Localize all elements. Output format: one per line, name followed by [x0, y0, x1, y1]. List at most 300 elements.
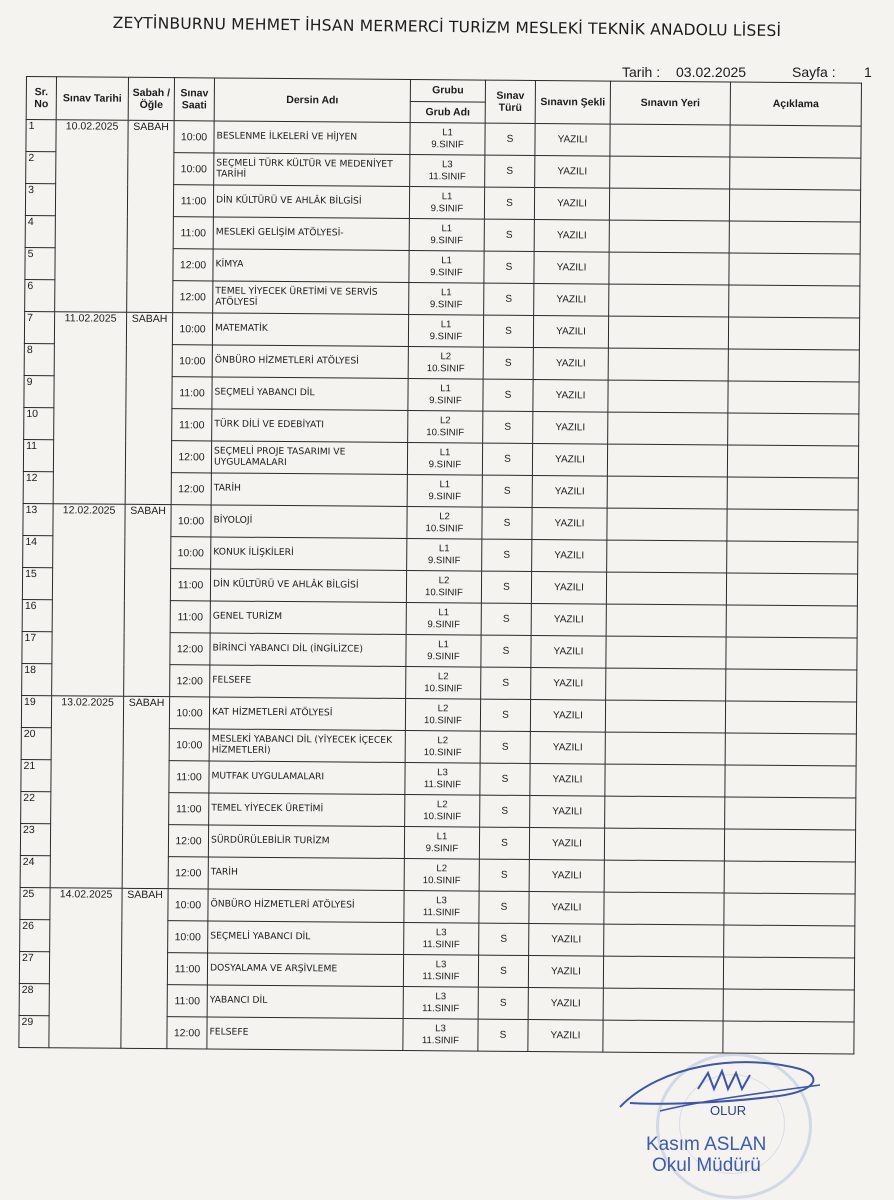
- exam-time: 12:00: [171, 473, 211, 505]
- exam-place: [609, 188, 729, 221]
- col-type: Sınav Türü: [485, 80, 535, 123]
- course-name: MESLEKİ GELİŞİM ATÖLYESİ-: [213, 217, 409, 251]
- exam-time: 11:00: [167, 985, 207, 1017]
- row-number: 2: [26, 152, 56, 184]
- group-cell: [405, 762, 480, 795]
- exam-place: [609, 220, 729, 253]
- exam-place: [607, 476, 727, 509]
- group-cell: [409, 219, 484, 252]
- exam-time: 12:00: [170, 665, 210, 697]
- exam-note: [729, 253, 860, 286]
- exam-form: YAZILI: [529, 923, 604, 956]
- exam-type: S: [479, 859, 529, 891]
- exam-type: S: [480, 763, 530, 795]
- group-code: L1: [438, 607, 450, 619]
- exam-form: YAZILI: [531, 635, 606, 668]
- exam-form: YAZILI: [530, 763, 605, 796]
- row-number: 17: [22, 631, 52, 663]
- exam-place: [606, 604, 726, 637]
- course-name: DİN KÜLTÜRÜ VE AHLÂK BİLGİSİ: [213, 185, 409, 219]
- exam-note: [729, 285, 860, 318]
- group-code: L1: [440, 287, 452, 299]
- exam-type: S: [479, 891, 529, 923]
- course-name: KİMYA: [213, 249, 409, 283]
- group-code: L3: [436, 895, 447, 907]
- table-header: [26, 77, 861, 127]
- class-name: 9.SINIF: [429, 298, 463, 310]
- group-cell: [408, 411, 483, 444]
- exam-note: [724, 893, 855, 926]
- course-name: TEMEL YİYECEK ÜRETİMİ: [209, 793, 405, 827]
- session: SABAH: [122, 696, 170, 888]
- group-cell: [405, 730, 480, 763]
- row-number: 5: [25, 247, 55, 279]
- group-code: L3: [435, 959, 447, 971]
- exam-type: S: [478, 987, 528, 1019]
- class-name: 11.SINIF: [423, 778, 462, 790]
- exam-form: YAZILI: [533, 411, 608, 444]
- group-cell: [406, 603, 481, 636]
- course-name: DOSYALAMA VE ARŞİVLEME: [207, 953, 403, 987]
- exam-note: [728, 317, 859, 350]
- exam-type: S: [479, 923, 529, 955]
- row-number: 23: [20, 823, 50, 855]
- exam-time: 11:00: [167, 953, 207, 985]
- exam-note: [723, 989, 854, 1022]
- course-name: BESLENME İLKELERİ VE HİJYEN: [214, 121, 410, 155]
- class-name: 10.SINIF: [424, 682, 463, 694]
- exam-note: [727, 509, 858, 542]
- exam-type: S: [480, 795, 530, 827]
- exam-place: [608, 380, 728, 413]
- exam-form: YAZILI: [528, 955, 603, 988]
- class-name: 9.SINIF: [429, 394, 462, 406]
- exam-form: YAZILI: [534, 187, 609, 220]
- exam-place: [610, 124, 730, 157]
- session: SABAH: [125, 312, 173, 504]
- row-number: 21: [21, 759, 51, 791]
- class-name: 9.SINIF: [431, 138, 464, 150]
- row-number: 18: [22, 663, 52, 695]
- class-name: 10.SINIF: [422, 874, 461, 886]
- exam-form: YAZILI: [529, 859, 604, 892]
- group-code: L1: [442, 127, 453, 139]
- exam-type: S: [478, 1019, 528, 1051]
- group-cell: [409, 251, 484, 284]
- group-cell: [404, 890, 479, 923]
- group-cell: [410, 123, 485, 156]
- group-code: L3: [435, 991, 447, 1003]
- group-code: L3: [435, 1023, 446, 1035]
- exam-time: 12:00: [173, 249, 213, 281]
- class-name: 9.SINIF: [428, 458, 462, 470]
- exam-time: 11:00: [172, 409, 212, 441]
- group-code: L1: [436, 831, 448, 843]
- row-number: 27: [19, 951, 49, 983]
- group-cell: [410, 155, 485, 188]
- exam-place: [606, 636, 726, 669]
- approval-label: OLUR: [710, 1103, 747, 1118]
- row-number: 1: [26, 120, 56, 152]
- exam-note: [724, 925, 855, 958]
- exam-type: S: [484, 187, 534, 219]
- exam-time: 10:00: [174, 153, 214, 185]
- exam-date: 12.02.2025: [52, 504, 126, 697]
- exam-form: YAZILI: [533, 315, 608, 348]
- group-cell: [405, 794, 480, 827]
- row-number: 24: [20, 855, 50, 887]
- exam-note: [727, 445, 858, 478]
- exam-place: [606, 668, 726, 701]
- course-name: TÜRK DİLİ VE EDEBİYATI: [212, 409, 408, 443]
- exam-type: S: [485, 155, 535, 187]
- exam-time: 11:00: [170, 569, 210, 601]
- course-name: SEÇMELİ YABANCI DİL: [208, 921, 404, 955]
- col-form: Sınavın Şekli: [535, 81, 610, 125]
- course-name: BİRİNCİ YABANCI DİL (İNGİLİZCE): [210, 633, 406, 667]
- exam-form: YAZILI: [534, 283, 609, 316]
- class-name: 9.SINIF: [430, 266, 463, 278]
- exam-type: S: [483, 411, 533, 443]
- row-number: 6: [25, 279, 55, 311]
- session: SABAH: [124, 504, 172, 696]
- course-name: SÜRDÜRÜLEBİLİR TURİZM: [208, 825, 404, 859]
- course-name: SEÇMELİ YABANCI DİL: [212, 377, 408, 411]
- exam-form: YAZILI: [533, 347, 608, 380]
- exam-form: YAZILI: [528, 1019, 603, 1052]
- exam-place: [604, 828, 724, 861]
- exam-form: YAZILI: [531, 603, 606, 636]
- row-number: 7: [24, 311, 54, 343]
- course-name: KONUK İLİŞKİLERİ: [211, 537, 407, 571]
- group-code: L3: [441, 159, 453, 171]
- row-number: 19: [21, 695, 51, 727]
- exam-time: 10:00: [168, 921, 208, 953]
- exam-form: YAZILI: [531, 571, 606, 604]
- group-cell: [403, 1018, 478, 1051]
- table-row: [24, 311, 859, 350]
- exam-form: YAZILI: [535, 124, 610, 157]
- course-name: SEÇMELİ TÜRK KÜLTÜR VE MEDENİYET TARİHİ: [214, 153, 410, 187]
- exam-form: YAZILI: [528, 987, 603, 1020]
- course-name: FELSEFE: [210, 665, 406, 699]
- exam-place: [603, 956, 723, 989]
- session: SABAH: [121, 888, 168, 1048]
- exam-place: [609, 252, 729, 285]
- group-code: L1: [438, 639, 449, 651]
- row-number: 11: [23, 439, 53, 471]
- group-code: L1: [438, 543, 450, 555]
- course-name: GENEL TURİZM: [210, 601, 406, 635]
- col-place: Sınavın Yeri: [610, 81, 730, 125]
- exam-time: 10:00: [169, 729, 209, 761]
- exam-place: [604, 892, 724, 925]
- row-number: 8: [24, 343, 54, 375]
- exam-place: [608, 348, 728, 381]
- exam-type: S: [481, 603, 531, 635]
- class-name: 10.SINIF: [423, 810, 462, 822]
- group-cell: [405, 699, 480, 732]
- group-code: L2: [436, 799, 448, 811]
- group-cell: [403, 986, 478, 1019]
- row-number: 16: [22, 599, 52, 631]
- table-row: [23, 503, 858, 542]
- course-name: YABANCI DİL: [207, 985, 403, 1019]
- exam-type: S: [482, 443, 532, 475]
- exam-type: S: [483, 347, 533, 379]
- exam-note: [725, 733, 856, 766]
- exam-note: [724, 829, 855, 862]
- exam-form: YAZILI: [532, 443, 607, 476]
- exam-place: [604, 924, 724, 957]
- course-name: TEMEL YİYECEK ÜRETİMİ VE SERVİS ATÖLYESİ: [213, 281, 409, 315]
- group-code: L1: [440, 319, 452, 331]
- group-code: L2: [437, 703, 449, 715]
- group-cell: [404, 858, 479, 891]
- row-number: 28: [19, 983, 49, 1015]
- col-group: Grubu: [410, 80, 485, 103]
- col-no: Sr. No: [26, 77, 56, 120]
- exam-time: 10:00: [171, 505, 211, 537]
- group-cell: [408, 379, 483, 412]
- group-cell: [409, 283, 484, 316]
- exam-note: [724, 861, 855, 894]
- row-number: 9: [24, 375, 54, 407]
- exam-note: [726, 669, 857, 702]
- exam-type: S: [481, 571, 531, 603]
- document-title: ZEYTİNBURNU MEHMET İHSAN MERMERCİ TURİZM MESLEKİ TEKNİK ANADOLU LİSESİ: [112, 13, 782, 41]
- class-name: 11.SINIF: [422, 938, 460, 950]
- group-code: L1: [439, 447, 451, 459]
- exam-form: YAZILI: [535, 155, 610, 188]
- exam-place: [607, 444, 727, 477]
- class-name: 11.SINIF: [422, 970, 460, 982]
- exam-type: S: [483, 379, 533, 411]
- exam-time: 10:00: [172, 345, 212, 377]
- row-number: 4: [25, 215, 55, 247]
- exam-note: [728, 381, 859, 414]
- group-code: L2: [437, 671, 449, 683]
- exam-type: S: [479, 827, 529, 859]
- exam-type: S: [482, 539, 532, 571]
- exam-time: 12:00: [167, 1017, 207, 1049]
- exam-note: [725, 797, 856, 830]
- course-name: BİYOLOJİ: [211, 505, 407, 539]
- row-number: 3: [25, 184, 55, 216]
- exam-note: [727, 477, 858, 510]
- row-number: 15: [22, 567, 52, 599]
- principal-name: Kasım ASLAN: [646, 1134, 767, 1155]
- exam-date: 14.02.2025: [49, 888, 122, 1049]
- exam-type: S: [482, 475, 532, 507]
- page-label: Sayfa :: [792, 64, 836, 80]
- exam-place: [607, 508, 727, 541]
- exam-time: 10:00: [174, 121, 214, 153]
- exam-note: [730, 157, 861, 190]
- course-name: FELSEFE: [207, 1017, 403, 1051]
- group-cell: [407, 475, 482, 508]
- exam-note: [728, 413, 859, 446]
- exam-place: [605, 764, 725, 797]
- exam-time: 11:00: [170, 601, 210, 633]
- exam-note: [729, 221, 860, 254]
- exam-note: [726, 605, 857, 638]
- exam-place: [608, 316, 728, 349]
- exam-date: 11.02.2025: [53, 312, 127, 505]
- exam-note: [725, 765, 856, 798]
- group-cell: [407, 507, 482, 540]
- exam-form: YAZILI: [533, 379, 608, 412]
- group-cell: [408, 347, 483, 380]
- class-name: 9.SINIF: [430, 234, 464, 246]
- group-cell: [409, 187, 484, 220]
- exam-form: YAZILI: [529, 827, 604, 860]
- class-name: 10.SINIF: [425, 522, 464, 534]
- class-name: 9.SINIF: [428, 490, 462, 502]
- group-cell: [406, 635, 481, 668]
- class-name: 9.SINIF: [430, 202, 464, 214]
- class-name: 11.SINIF: [422, 906, 461, 918]
- exam-time: 10:00: [172, 313, 212, 345]
- row-number: 14: [23, 535, 53, 567]
- group-code: L2: [438, 575, 450, 587]
- exam-form: YAZILI: [532, 475, 607, 508]
- session: SABAH: [127, 120, 175, 312]
- exam-form: YAZILI: [534, 251, 609, 284]
- exam-note: [723, 957, 854, 990]
- group-cell: [404, 826, 479, 859]
- exam-time: 11:00: [173, 217, 213, 249]
- exam-type: S: [484, 219, 534, 251]
- exam-form: YAZILI: [534, 219, 609, 252]
- course-name: MESLEKİ YABANCI DİL (YİYECEK İÇECEK HİZMETLERİ): [209, 729, 405, 763]
- exam-time: 12:00: [168, 857, 208, 889]
- signature-block: [600, 1045, 840, 1195]
- class-name: 10.SINIF: [426, 426, 465, 438]
- exam-time: 11:00: [172, 377, 212, 409]
- exam-type: S: [481, 667, 531, 699]
- exam-time: 10:00: [169, 697, 209, 729]
- group-code: L3: [437, 767, 448, 779]
- exam-place: [606, 572, 726, 605]
- row-number: 22: [21, 791, 51, 823]
- course-name: DİN KÜLTÜRÜ VE AHLÂK BİLGİSİ: [210, 569, 406, 603]
- col-time: Sınav Saati: [174, 78, 214, 121]
- exam-type: S: [482, 507, 532, 539]
- col-note: Açıklama: [730, 82, 861, 126]
- group-code: L1: [440, 383, 451, 395]
- exam-place: [608, 412, 728, 445]
- exam-type: S: [480, 699, 530, 731]
- class-name: 10.SINIF: [426, 362, 465, 374]
- course-name: TARİH: [211, 473, 407, 507]
- exam-form: YAZILI: [529, 891, 604, 924]
- exam-time: 12:00: [170, 633, 210, 665]
- exam-time: 10:00: [168, 889, 208, 921]
- exam-place: [610, 156, 730, 189]
- exam-place: [605, 732, 725, 765]
- exam-note: [727, 541, 858, 574]
- course-name: ÖNBÜRO HİZMETLERİ ATÖLYESİ: [212, 345, 408, 379]
- exam-date: 10.02.2025: [55, 120, 129, 313]
- course-name: ÖNBÜRO HİZMETLERİ ATÖLYESİ: [208, 889, 404, 923]
- exam-form: YAZILI: [530, 699, 605, 732]
- exam-schedule: [18, 76, 862, 1055]
- class-name: 9.SINIF: [427, 554, 461, 566]
- group-code: L2: [439, 511, 450, 523]
- col-session: Sabah / Öğle: [128, 77, 174, 120]
- course-name: MUTFAK UYGULAMALARI: [209, 761, 405, 795]
- exam-place: [605, 796, 725, 829]
- class-name: 11.SINIF: [428, 170, 466, 182]
- date-value: 03.02.2025: [676, 64, 747, 80]
- group-code: L2: [437, 735, 449, 747]
- exam-time: 12:00: [171, 441, 211, 473]
- exam-note: [730, 125, 861, 158]
- group-code: L1: [441, 191, 453, 203]
- row-number: 10: [24, 407, 54, 439]
- page-value: 1: [864, 64, 872, 80]
- exam-place: [604, 860, 724, 893]
- col-date: Sınav Tarihi: [56, 77, 128, 121]
- exam-table: [18, 76, 862, 1055]
- table-body: [19, 120, 861, 1055]
- class-name: 9.SINIF: [427, 618, 461, 630]
- class-name: 9.SINIF: [429, 330, 463, 342]
- group-code: L2: [439, 415, 451, 427]
- exam-form: YAZILI: [532, 507, 607, 540]
- exam-place: [607, 540, 727, 573]
- class-name: 9.SINIF: [427, 650, 460, 662]
- row-number: 26: [20, 919, 50, 951]
- exam-form: YAZILI: [532, 539, 607, 572]
- class-name: 10.SINIF: [423, 714, 462, 726]
- group-cell: [403, 954, 478, 987]
- exam-place: [609, 284, 729, 317]
- exam-type: S: [485, 123, 535, 155]
- group-cell: [404, 922, 479, 955]
- exam-time: 12:00: [173, 281, 213, 313]
- course-name: SEÇMELİ PROJE TASARIMI VE UYGULAMALARI: [211, 441, 407, 475]
- group-cell: [407, 443, 482, 476]
- exam-form: YAZILI: [531, 667, 606, 700]
- exam-type: S: [481, 635, 531, 667]
- group-code: L2: [436, 863, 448, 875]
- exam-time: 12:00: [168, 825, 208, 857]
- exam-note: [729, 189, 860, 222]
- row-number: 12: [23, 471, 53, 503]
- group-cell: [406, 571, 481, 604]
- course-name: TARİH: [208, 857, 404, 891]
- table-row: [26, 120, 861, 159]
- col-group-name: Grub Adı: [410, 102, 485, 124]
- col-course: Dersin Adı: [214, 78, 410, 123]
- group-code: L1: [441, 223, 453, 235]
- exam-time: 11:00: [169, 793, 209, 825]
- exam-time: 10:00: [171, 537, 211, 569]
- exam-form: YAZILI: [530, 731, 605, 764]
- group-code: L1: [439, 479, 451, 491]
- exam-type: S: [484, 251, 534, 283]
- row-number: 29: [19, 1015, 49, 1047]
- exam-note: [728, 349, 859, 382]
- exam-place: [605, 700, 725, 733]
- exam-type: S: [480, 731, 530, 763]
- exam-type: S: [484, 283, 534, 315]
- table-row: [20, 887, 855, 926]
- group-cell: [406, 667, 481, 700]
- exam-time: 11:00: [169, 761, 209, 793]
